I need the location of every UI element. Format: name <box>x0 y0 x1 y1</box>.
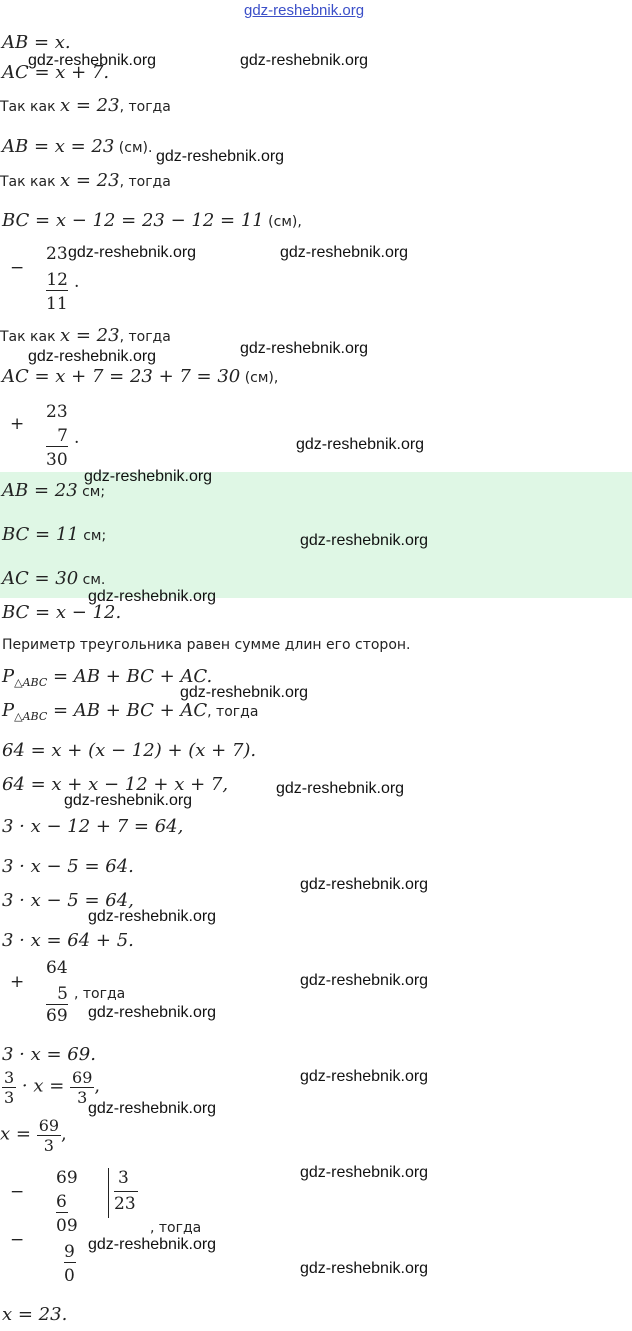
equation-3x-5-b: 3 · x − 5 = 64, <box>2 890 134 911</box>
column-mid: 7 <box>46 426 68 447</box>
division-step1: 6 <box>56 1192 67 1212</box>
division-bar <box>108 1168 109 1218</box>
watermark: gdz-reshebnik.org <box>300 1260 429 1277</box>
watermark: gdz-reshebnik.org <box>276 780 405 797</box>
watermark: gdz-reshebnik.org <box>280 244 409 261</box>
watermark: gdz-reshebnik.org <box>64 792 193 809</box>
condition-line-2: Так как x = 23, тогда <box>0 170 171 191</box>
equation-64-expanded: 64 = x + x − 12 + x + 7, <box>2 774 229 795</box>
watermark: gdz-reshebnik.org <box>88 1100 217 1117</box>
fraction-x: x = $\frac{69}{3}$ , <box>0 1116 67 1155</box>
watermark: gdz-reshebnik.org <box>156 148 285 165</box>
equation-bc: BC = x − 12. <box>2 602 122 623</box>
column-top: 64 <box>46 958 68 978</box>
watermark: gdz-reshebnik.org <box>88 908 217 925</box>
column-result: 11 <box>46 294 68 314</box>
watermark: gdz-reshebnik.org <box>300 1068 429 1085</box>
column-result: 30 <box>46 450 68 470</box>
answer-bc: BC = 11 см; <box>2 524 107 545</box>
division-divisor: 3 <box>118 1168 129 1188</box>
column-dot: . <box>74 428 80 448</box>
answer-ab: AB = 23 см; <box>2 480 106 501</box>
result-bc-cm: BC = x − 12 = 23 − 12 = 11 (см), <box>2 210 302 231</box>
watermark: gdz-reshebnik.org <box>88 1004 217 1021</box>
watermark: gdz-reshebnik.org <box>68 244 197 261</box>
division-quotient: 23 <box>114 1194 136 1214</box>
watermark: gdz-reshebnik.org <box>180 684 309 701</box>
division-op-minus: − <box>10 1182 25 1202</box>
division-remainder1: 09 <box>56 1216 78 1236</box>
final-answer: x = 23. <box>2 1304 68 1325</box>
column-op-minus: − <box>10 258 25 278</box>
column-mid: 12 <box>46 270 68 290</box>
equation-64: 64 = x + (x − 12) + (x + 7). <box>2 740 257 761</box>
column-mid: 5 <box>46 984 68 1005</box>
column-op-plus: + <box>10 414 25 434</box>
division-op-minus-2: − <box>10 1230 25 1250</box>
division-divider <box>114 1191 138 1192</box>
watermark: gdz-reshebnik.org <box>240 52 369 69</box>
result-ab-cm: AB = x = 23 (см). <box>2 136 153 157</box>
fraction-equation: $\frac{3}{3}$ · x = $\frac{69}{3}$ , <box>4 1068 101 1107</box>
watermark: gdz-reshebnik.org <box>240 340 369 357</box>
watermark: gdz-reshebnik.org <box>28 348 157 365</box>
condition-line-3: Так как x = 23, тогда <box>0 325 171 346</box>
watermark: gdz-reshebnik.org <box>88 1236 217 1253</box>
watermark: gdz-reshebnik.org <box>300 532 429 549</box>
division-dividend: 69 <box>56 1168 78 1188</box>
division-tail: , тогда <box>150 1220 202 1236</box>
watermark: gdz-reshebnik.org <box>296 436 425 453</box>
column-top: 23 <box>46 244 68 264</box>
column-op-plus: + <box>10 972 25 992</box>
watermark: gdz-reshebnik.org <box>300 1164 429 1181</box>
perimeter-statement: Периметр треугольника равен сумме длин его сторон. <box>2 637 411 653</box>
result-ac-cm: AC = x + 7 = 23 + 7 = 30 (см), <box>2 366 279 387</box>
equation-3x-sum: 3 · x = 64 + 5. <box>2 930 134 951</box>
equation-3x-12: 3 · x − 12 + 7 = 64, <box>2 816 184 837</box>
perimeter-formula-2: $P_{\triangle ABC}$ = AB + BC + AC, тогда <box>2 700 259 723</box>
division-step2: 9 <box>64 1242 75 1262</box>
answer-ac: AC = 30 см. <box>2 568 106 589</box>
site-header-link[interactable]: gdz-reshebnik.org <box>244 2 365 19</box>
watermark: gdz-reshebnik.org <box>28 52 157 69</box>
column-dot: . <box>74 272 80 292</box>
column-result: 69 <box>46 1006 68 1026</box>
watermark: gdz-reshebnik.org <box>88 588 217 605</box>
column-top: 23 <box>46 402 68 422</box>
condition-line-1: Так как x = 23, тогда <box>0 95 171 116</box>
equation-3x-5: 3 · x − 5 = 64. <box>2 856 134 877</box>
equation-3x-69: 3 · x = 69. <box>2 1044 96 1065</box>
perimeter-formula: $P_{\triangle ABC}$ = AB + BC + AC. <box>2 666 213 689</box>
equation-ab: AB = x. <box>2 32 71 53</box>
equation-ac: AC = x + 7. <box>2 62 110 83</box>
watermark: gdz-reshebnik.org <box>300 876 429 893</box>
column-tail: , тогда <box>74 986 126 1002</box>
watermark: gdz-reshebnik.org <box>300 972 429 989</box>
watermark: gdz-reshebnik.org <box>84 468 213 485</box>
division-remainder2: 0 <box>64 1266 75 1286</box>
